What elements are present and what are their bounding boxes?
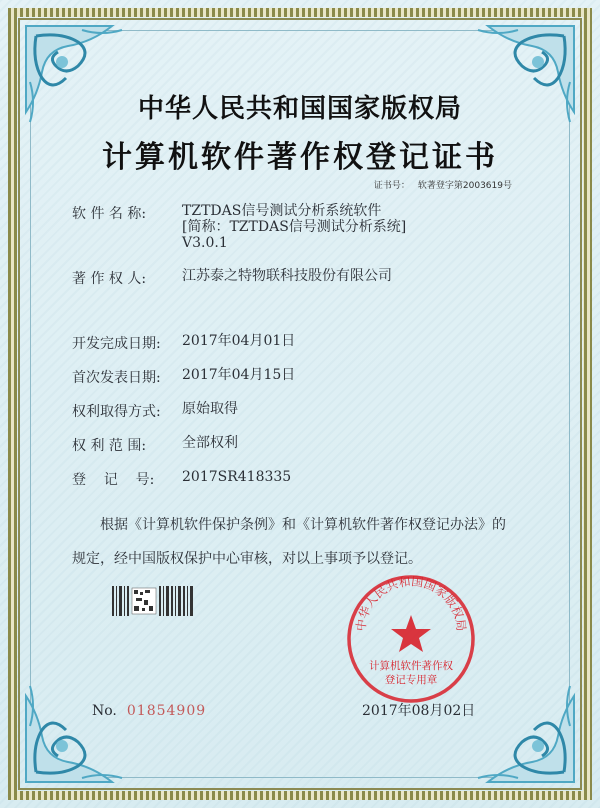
field-software-name bbox=[72, 203, 407, 251]
certificate-number bbox=[374, 178, 512, 191]
publish-date: 2017年04月15日 bbox=[182, 367, 296, 383]
field-value bbox=[182, 333, 295, 349]
serial-label: No. bbox=[92, 703, 117, 719]
corner-ornament-icon bbox=[22, 666, 142, 786]
statement-line: 根据《计算机软件保护条例》和《计算机软件著作权登记办法》的 bbox=[100, 517, 506, 533]
acquisition-method: 原始取得 bbox=[182, 401, 238, 417]
field-copyright-owner bbox=[72, 268, 392, 288]
copyright-owner: 江苏泰之特物联科技股份有限公司 bbox=[182, 268, 392, 284]
completion-date: 2017年04月01日 bbox=[182, 333, 296, 349]
serial-number bbox=[92, 703, 206, 719]
field-label: 登 记 号: bbox=[72, 472, 155, 488]
field-value bbox=[182, 469, 291, 485]
field-label: 首次发表日期: bbox=[72, 370, 161, 386]
field-rights-scope bbox=[72, 435, 238, 455]
seal-line1: 计算机软件著作权 bbox=[369, 660, 453, 672]
field-label: 权利取得方式: bbox=[72, 404, 161, 420]
software-name: TZTDAS信号测试分析系统软件 bbox=[182, 203, 382, 219]
software-version: V3.0.1 bbox=[182, 235, 228, 251]
certificate-number-label: 证书号： bbox=[373, 181, 410, 191]
certificate-number-value: 软著登字第2003619号 bbox=[417, 181, 512, 191]
field-value bbox=[182, 367, 295, 383]
field-label: 开发完成日期: bbox=[72, 336, 161, 352]
field-value bbox=[182, 435, 238, 451]
statement-line: 规定，经中国版权保护中心审核，对以上事项予以登记。 bbox=[72, 551, 422, 567]
qr-barcode-icon bbox=[112, 586, 194, 616]
official-seal-icon bbox=[345, 573, 477, 705]
registration-number: 2017SR418335 bbox=[182, 469, 292, 485]
rights-scope: 全部权利 bbox=[182, 435, 238, 451]
field-value bbox=[182, 401, 238, 417]
field-completion-date bbox=[72, 333, 296, 353]
serial-value: 01854909 bbox=[126, 703, 207, 719]
field-label: 著 作 权 人: bbox=[72, 271, 147, 287]
field-publish-date bbox=[72, 367, 296, 387]
certificate-title: 计算机软件著作权登记证书 bbox=[102, 140, 498, 175]
field-value bbox=[182, 203, 406, 251]
field-value bbox=[182, 268, 392, 284]
registration-statement bbox=[72, 508, 542, 576]
seal-ring-text: 中华人民共和国国家版权局 bbox=[353, 574, 469, 632]
seal-line2: 登记专用章 bbox=[384, 674, 438, 686]
field-label: 权 利 范 围: bbox=[72, 438, 147, 454]
field-registration-number bbox=[72, 469, 292, 489]
issuer-title: 中华人民共和国国家版权局 bbox=[137, 94, 462, 124]
software-short-name: [简称：TZTDAS信号测试分析系统] bbox=[182, 219, 407, 235]
field-label: 软 件 名 称: bbox=[72, 206, 147, 222]
field-acquisition-method bbox=[72, 401, 238, 421]
issue-date: 2017年08月02日 bbox=[362, 703, 476, 719]
